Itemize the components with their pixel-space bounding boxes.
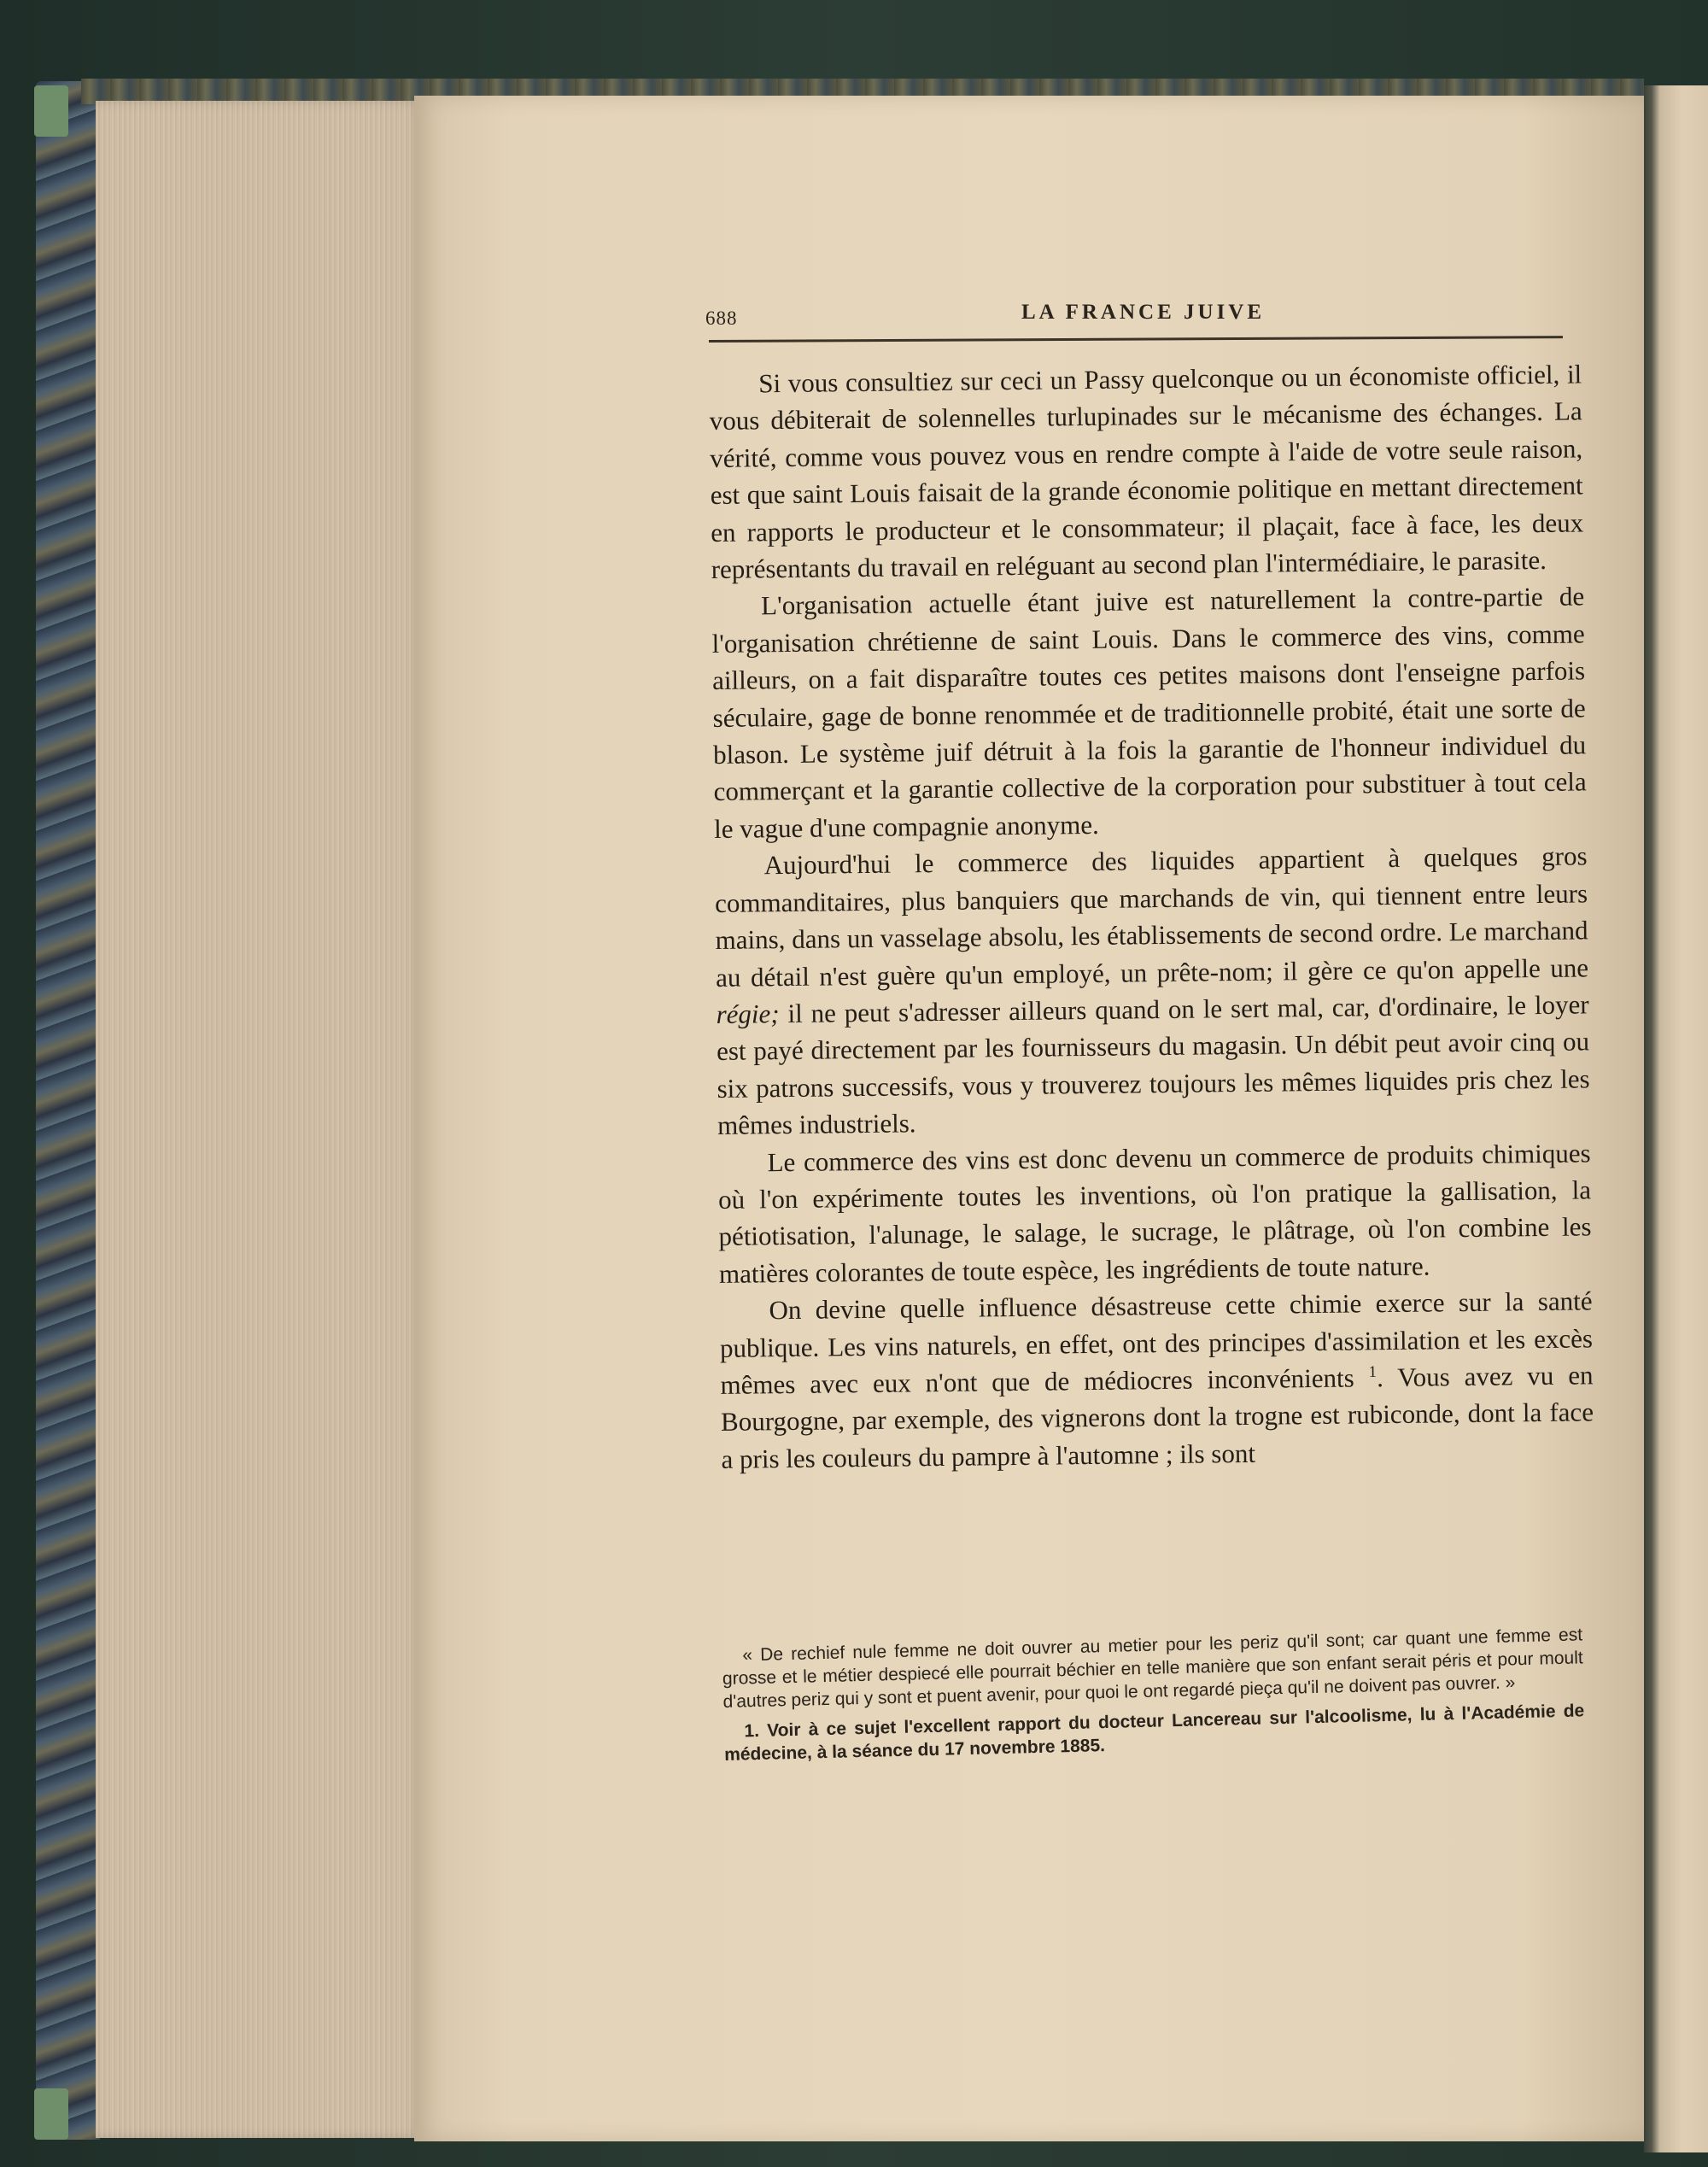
paragraph-5-end: . Vous avez vu en Bourgogne, par exemple, des vignerons dont la trogne est rubiconde, dont la face a pris les couleurs du pampre à l'automne ; ils sont xyxy=(720,1360,1594,1474)
cover-corner xyxy=(34,85,68,137)
next-page-edge xyxy=(1644,85,1708,2152)
page-number: 688 xyxy=(705,307,738,329)
footnote-1: 1. Voir à ce sujet l'excellent rapport du docteur Lancereau sur l'alcoolisme, lu à l'Académie de médecine, à la séance du 17 novembre 1885. xyxy=(723,1701,1585,1765)
italic-word: régie; xyxy=(716,999,780,1029)
footnotes xyxy=(722,1623,1585,1773)
marbled-cover xyxy=(36,81,100,2140)
paragraph-1: Si vous consultiez sur ceci un Passy quelconque ou un économiste officiel, il vous débiterait de solennelles turlupinades sur le mécanisme des échanges. La vérité, comme vous pouvez vous en rendre compte à l'aide de votre seule raison, est que saint Louis faisait de la grande économie politique en mettant directement en rapports le producteur et le consommateur; il plaçait, face à face, les deux représentants du travail en reléguant au second plan l'intermédiaire, le parasite. xyxy=(709,359,1584,585)
page-edges-stack xyxy=(96,101,424,2138)
cover-corner-bottom xyxy=(34,2088,68,2140)
footnote-ref: 1 xyxy=(1368,1362,1378,1381)
running-title: LA FRANCE JUIVE xyxy=(1021,301,1266,324)
body-text xyxy=(709,355,1594,1478)
paragraph-4: Le commerce des vins est donc devenu un commerce de produits chimiques où l'on expérimente toutes les inventions, où l'on pratique la gallisation, la pétiotisation, l'alunage, le salage, le sucrage, le plâtrage, où l'on combine les matières colorantes de toute espèce, les ingrédients de toute nature. xyxy=(717,1137,1592,1289)
paragraph-2: L'organisation actuelle étant juive est naturellement la contre-partie de l'organisation chrétienne de saint Louis. Dans le commerce des vins, comme ailleurs, on a fait disparaître toutes ces petites maisons dont l'enseigne parfois séculaire, gage de bonne renommée et de traditionnelle probité, était une sorte de blason. Le système juif détruit à la fois la garantie de l'honneur individuel du commerçant et la garantie collective de la corporation pour substituer à tout cela le vague d'une compagnie anonyme. xyxy=(711,581,1587,844)
footnote-quote: « De rechief nule femme ne doit ouvrer au metier pour les periz qu'il sont; car quant une femme est grosse et le métier despiecé elle pourrait béchier en telle manière que son enfant serait péris et pour moult d'autres periz qui y sont et puent avenir, pour quoi le ont regardé pieça qu'il ne doivent pas ouvrer. » xyxy=(722,1625,1583,1712)
paragraph-3 xyxy=(714,838,1590,1145)
paragraph-3-start: Aujourd'hui le commerce des liquides appartient à quelques gros commanditaires, plus banquiers que marchands de vin, qui tiennent entre leurs mains, dans un vasselage absolu, les établissements de second ordre. Le marchand au détail n'est guère qu'un employé, un prête-nom; il gère ce qu'on appelle une xyxy=(714,840,1589,993)
paragraph-5 xyxy=(719,1282,1594,1478)
paragraph-5-start: On devine quelle influence désastreuse cette chimie exerce sur la santé publique. Les vins naturels, en effet, ont des principes d'assimilation et les excès mêmes avec eux n'ont que de médiocres inconvénients xyxy=(719,1286,1594,1400)
paragraph-3-end: il ne peut s'adresser ailleurs quand on le sert mal, car, d'ordinaire, le loyer est payé directement par les fournisseurs du magasin. Un débit peut avoir cinq ou six patrons successifs, vous y trouverez toujours les mêmes liquides pris chez les mêmes industriels. xyxy=(716,989,1590,1141)
